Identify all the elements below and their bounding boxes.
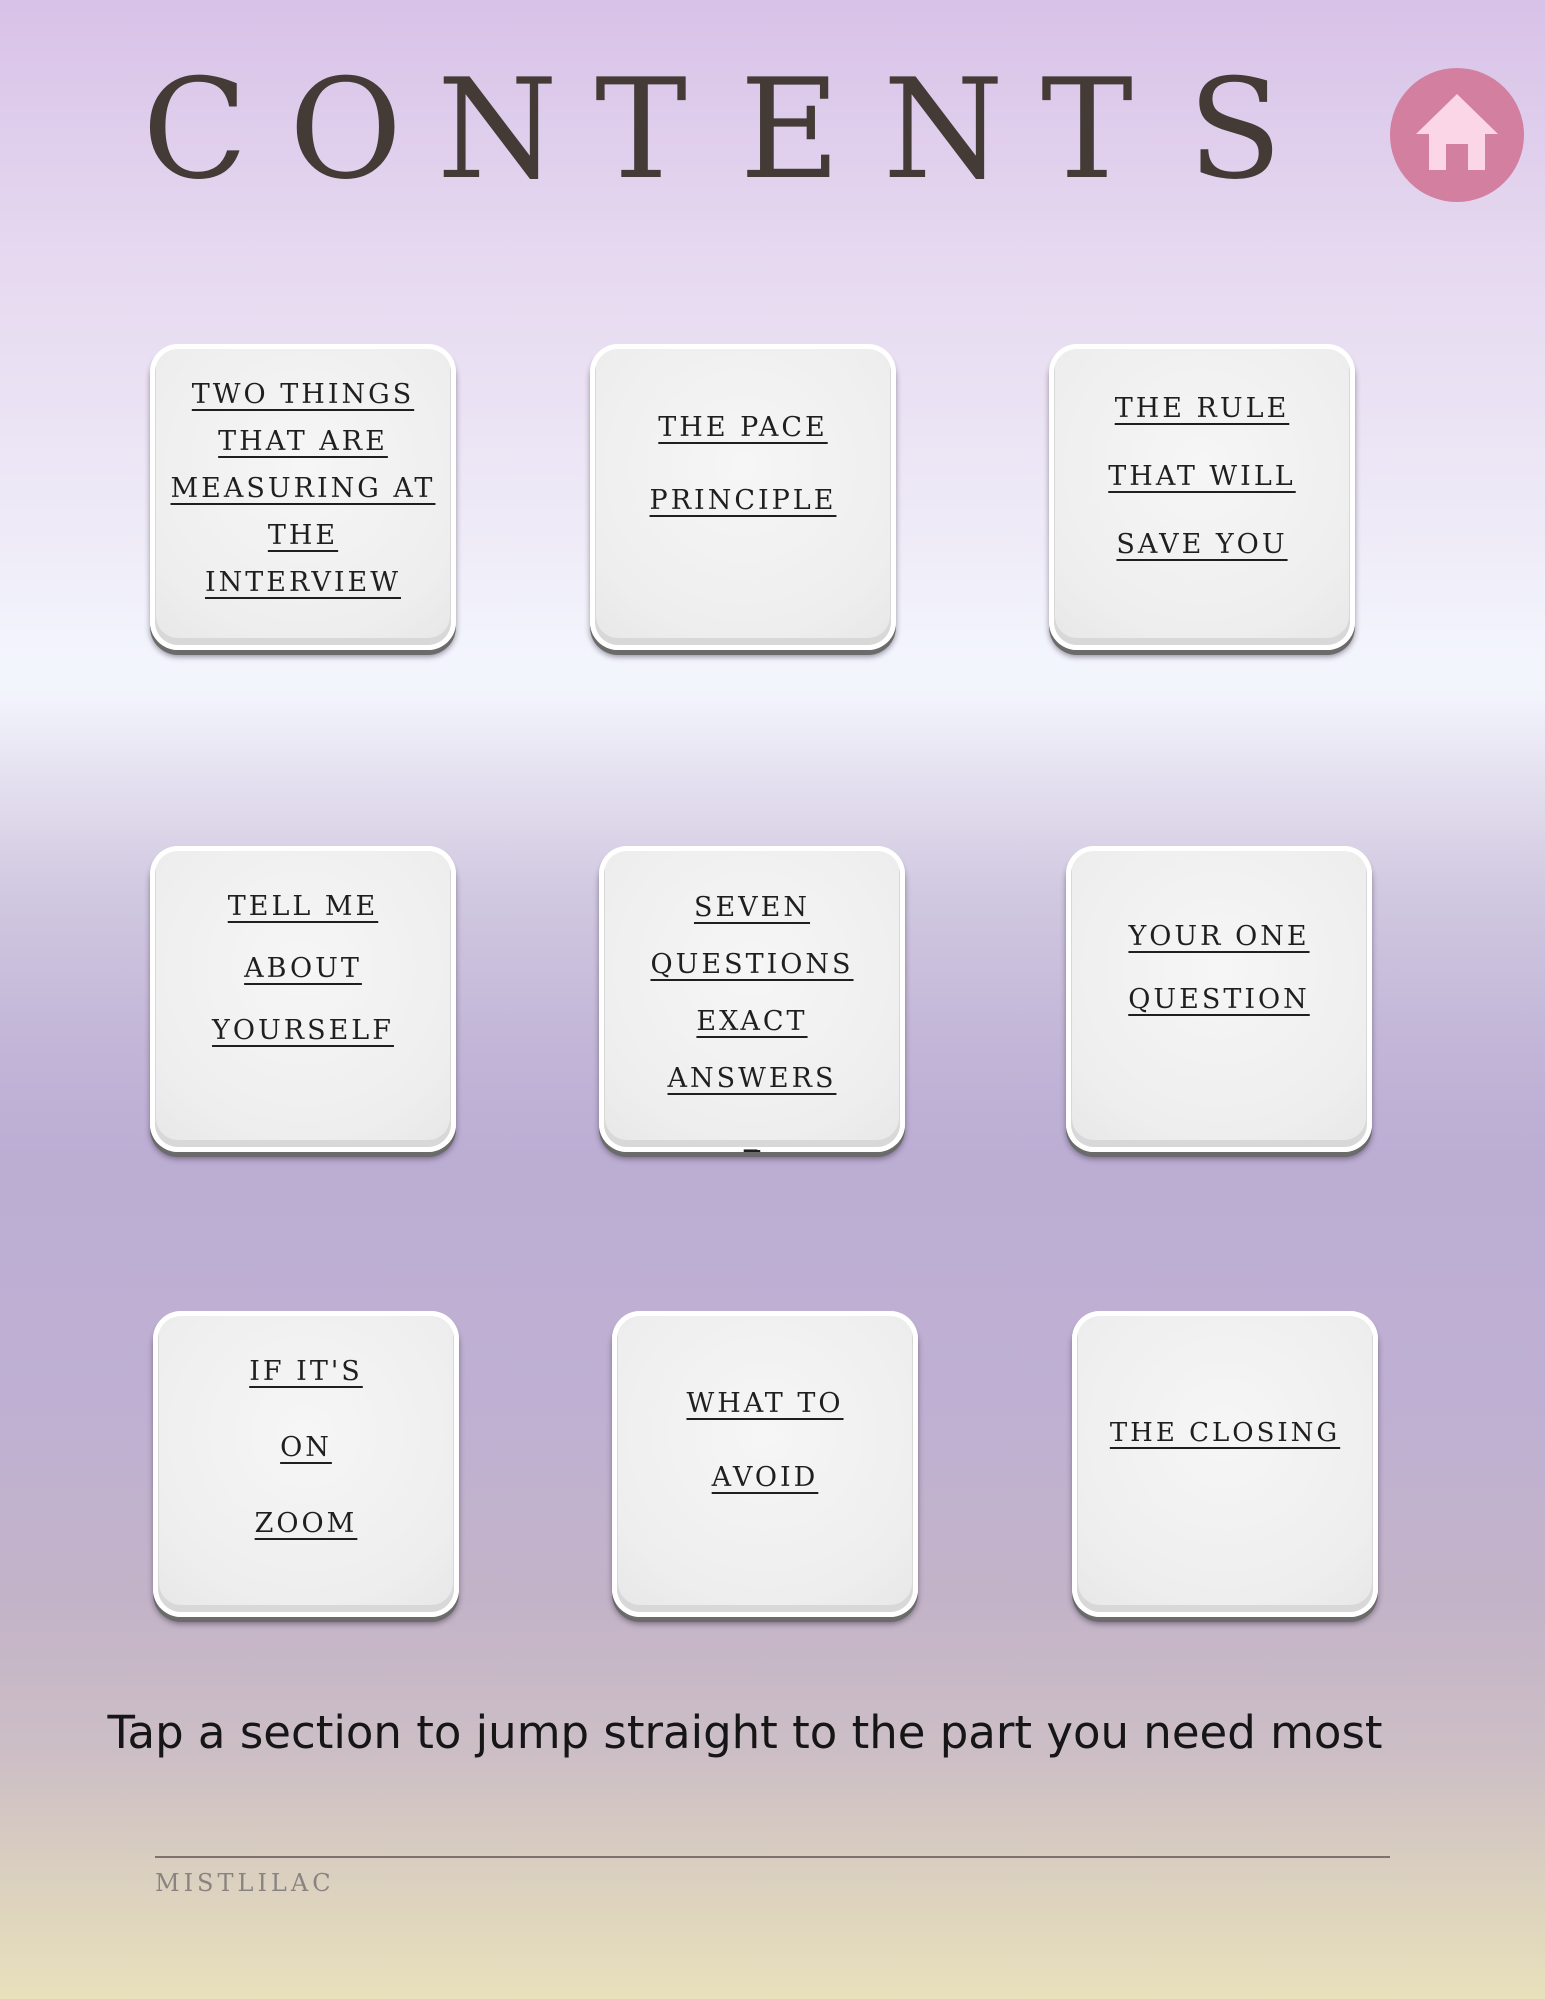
section-tile-label: PRINCIPLE <box>649 485 837 516</box>
section-tile-label: THE <box>267 520 339 551</box>
section-tile-label: YOURSELF <box>212 1015 394 1046</box>
section-tile-your-one-question[interactable] <box>1066 846 1372 1152</box>
section-tile-tell-me[interactable] <box>150 846 456 1152</box>
page-title <box>0 49 1545 210</box>
section-tile-rule-save-you[interactable] <box>1049 344 1355 650</box>
section-tile-label: EXACT <box>696 1006 808 1037</box>
section-tile-label: TELL ME <box>227 891 379 922</box>
section-tile-closing[interactable] <box>1072 1311 1378 1617</box>
section-tile-label: THE CLOSING <box>1109 1418 1341 1448</box>
section-tile-label: YOUR ONE <box>1128 921 1310 952</box>
section-tile-what-to-avoid[interactable] <box>612 1311 918 1617</box>
section-tile-label: SEVEN <box>693 892 811 923</box>
section-tile-zoom[interactable] <box>153 1311 459 1617</box>
title-letter: E <box>739 49 841 210</box>
footer-divider <box>155 1856 1390 1858</box>
title-letter: S <box>1187 49 1283 210</box>
section-tile-label: MEASURING AT <box>170 473 436 504</box>
tagline: Tap a section to jump straight to the part you need most <box>107 1706 1383 1759</box>
section-tile-label: ON <box>280 1432 332 1463</box>
section-tile-two-things[interactable] <box>150 344 456 650</box>
section-tile-label: TWO THINGS <box>191 379 415 410</box>
home-button[interactable] <box>1390 68 1524 202</box>
title-letter: C <box>142 49 248 210</box>
section-tile-label: INTERVIEW <box>204 567 401 598</box>
section-tile-label: ANSWERS <box>667 1063 837 1094</box>
section-tile-label: THAT ARE <box>218 426 388 457</box>
title-letter: N <box>437 49 558 210</box>
home-icon <box>1390 68 1524 202</box>
brand-name: MISTLILAC <box>155 1869 335 1897</box>
section-tile-label: THE RULE <box>1114 393 1290 424</box>
section-tile-label: AVOID <box>711 1462 819 1493</box>
section-tile-label: THE PACE <box>658 412 828 443</box>
section-tile-label: ABOUT <box>244 953 362 984</box>
section-tile-label: IF IT'S <box>249 1356 363 1387</box>
section-tile-label: SAVE YOU <box>1116 529 1288 560</box>
section-tile-label: QUESTIONS <box>650 949 854 980</box>
section-tile-label: QUESTION <box>1128 984 1310 1015</box>
section-tile-label: THAT WILL <box>1108 461 1296 492</box>
section-tile-label: _ <box>743 1120 761 1151</box>
title-letter: T <box>1040 49 1134 210</box>
title-letter: T <box>594 49 688 210</box>
section-tile-label: ZOOM <box>254 1508 358 1539</box>
section-tile-seven-questions[interactable] <box>599 846 905 1152</box>
section-tile-pace-principle[interactable] <box>590 344 896 650</box>
title-letter: O <box>289 49 403 210</box>
section-tile-label: WHAT TO <box>686 1388 844 1419</box>
title-letter: N <box>883 49 1004 210</box>
